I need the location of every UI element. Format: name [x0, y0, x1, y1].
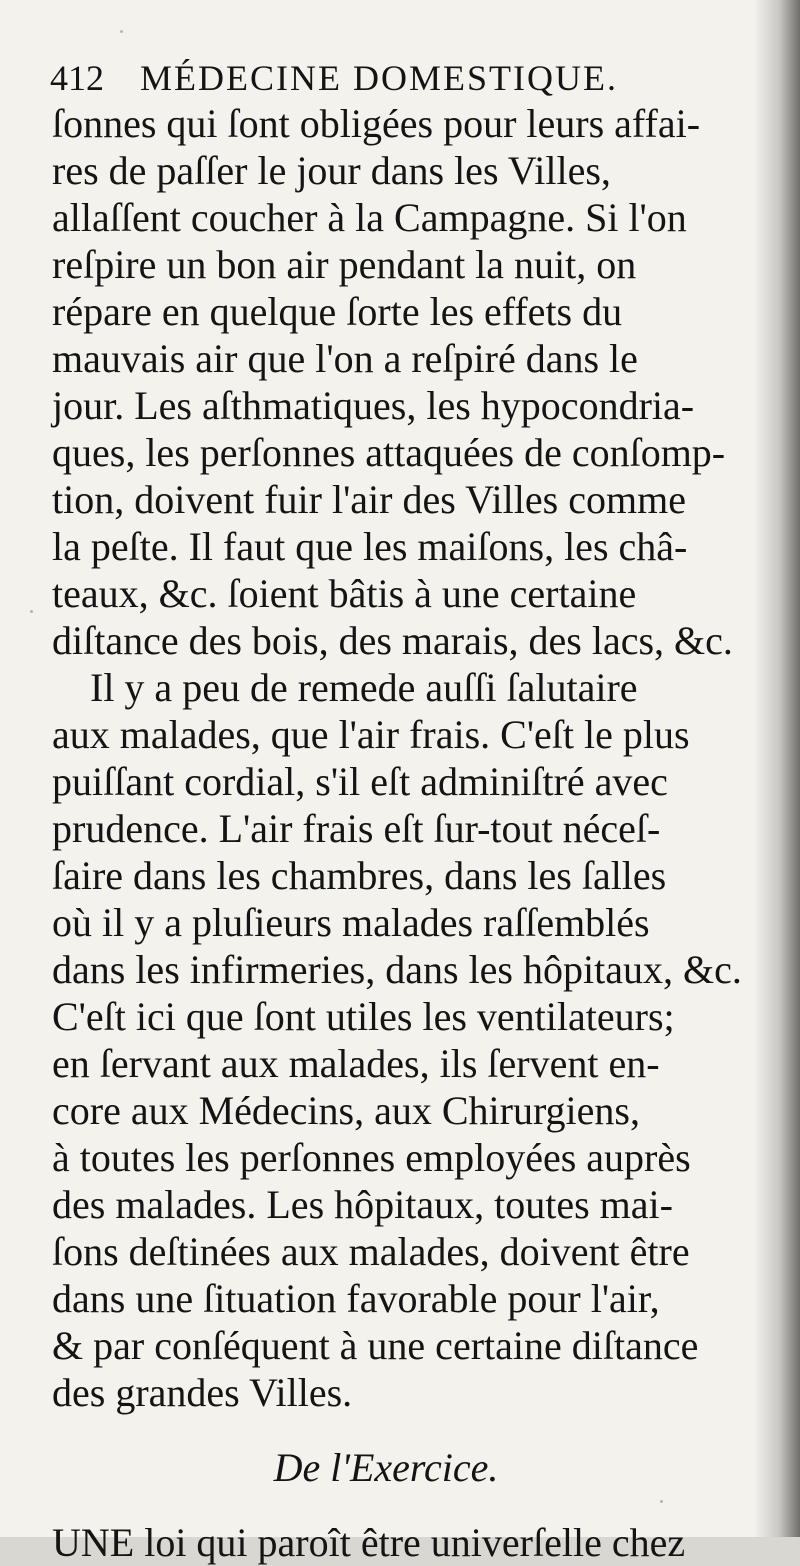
- text-line: puiſſant cordial, s'il eſt adminiſtré avec: [52, 759, 668, 804]
- text-line: aux malades, que l'air frais. C'eſt le plus: [52, 712, 690, 757]
- text-line: répare en quelque ſorte les effets du: [52, 289, 623, 334]
- section-gap: [52, 1416, 760, 1444]
- text-line: jour. Les aſthmatiques, les hypocondria-: [52, 383, 695, 428]
- text-line: mauvais air que l'on a reſpiré dans le: [52, 336, 638, 381]
- page-number: 412: [50, 58, 104, 98]
- section-heading: De l'Exercice.: [273, 1445, 499, 1490]
- text-line: des malades. Les hôpitaux, toutes mai-: [52, 1182, 673, 1227]
- text-line: ſaire dans les chambres, dans les ſalles: [52, 853, 667, 898]
- text-line: prudence. L'air frais eſt ſur-tout néceſ-: [52, 806, 661, 851]
- running-header: [50, 52, 618, 104]
- text-line: la peſte. Il faut que les maiſons, les châ-: [52, 524, 688, 569]
- text-line: Il y a peu de remede auſſi ſalutaire: [90, 665, 638, 710]
- running-title: MÉDECINE DOMESTIQUE.: [140, 58, 618, 98]
- text-line: dans une ſituation favorable pour l'air,: [52, 1276, 660, 1321]
- page-spine-shadow: [754, 0, 800, 1537]
- section-gap: [52, 1491, 760, 1519]
- text-line: teaux, &c. ſoient bâtis à une certaine: [52, 571, 637, 616]
- body-text: [52, 100, 760, 1566]
- text-line: des grandes Villes.: [52, 1370, 353, 1415]
- text-line: ſons deſtinées aux malades, doivent être: [52, 1229, 690, 1274]
- text-line: C'eſt ici que ſont utiles les ventilateurs;: [52, 994, 675, 1039]
- text-line: ques, les perſonnes attaquées de conſomp-: [52, 430, 726, 475]
- text-line: reſpire un bon air pendant la nuit, on: [52, 242, 637, 287]
- text-line: où il y a pluſieurs malades raſſemblés: [52, 900, 650, 945]
- paper-speck: [30, 610, 33, 613]
- paper-speck: [120, 30, 123, 33]
- text-line-last: UNE loi qui paroît être univerſelle chez: [52, 1520, 686, 1565]
- text-line: dans les infirmeries, dans les hôpitaux, &c.: [52, 947, 742, 992]
- text-line: res de paſſer le jour dans les Villes,: [52, 148, 611, 193]
- text-line: core aux Médecins, aux Chirurgiens,: [52, 1088, 640, 1133]
- text-line: ſonnes qui ſont obligées pour leurs affai-: [52, 101, 701, 146]
- text-line: tion, doivent fuir l'air des Villes comme: [52, 477, 686, 522]
- text-line: en ſervant aux malades, ils ſervent en-: [52, 1041, 660, 1086]
- text-line: allaſſent coucher à la Campagne. Si l'on: [52, 195, 687, 240]
- text-line: à toutes les perſonnes employées auprès: [52, 1135, 691, 1180]
- text-line: & par conſéquent à une certaine diſtance: [52, 1323, 699, 1368]
- text-line: diſtance des bois, des marais, des lacs, &c.: [52, 618, 733, 663]
